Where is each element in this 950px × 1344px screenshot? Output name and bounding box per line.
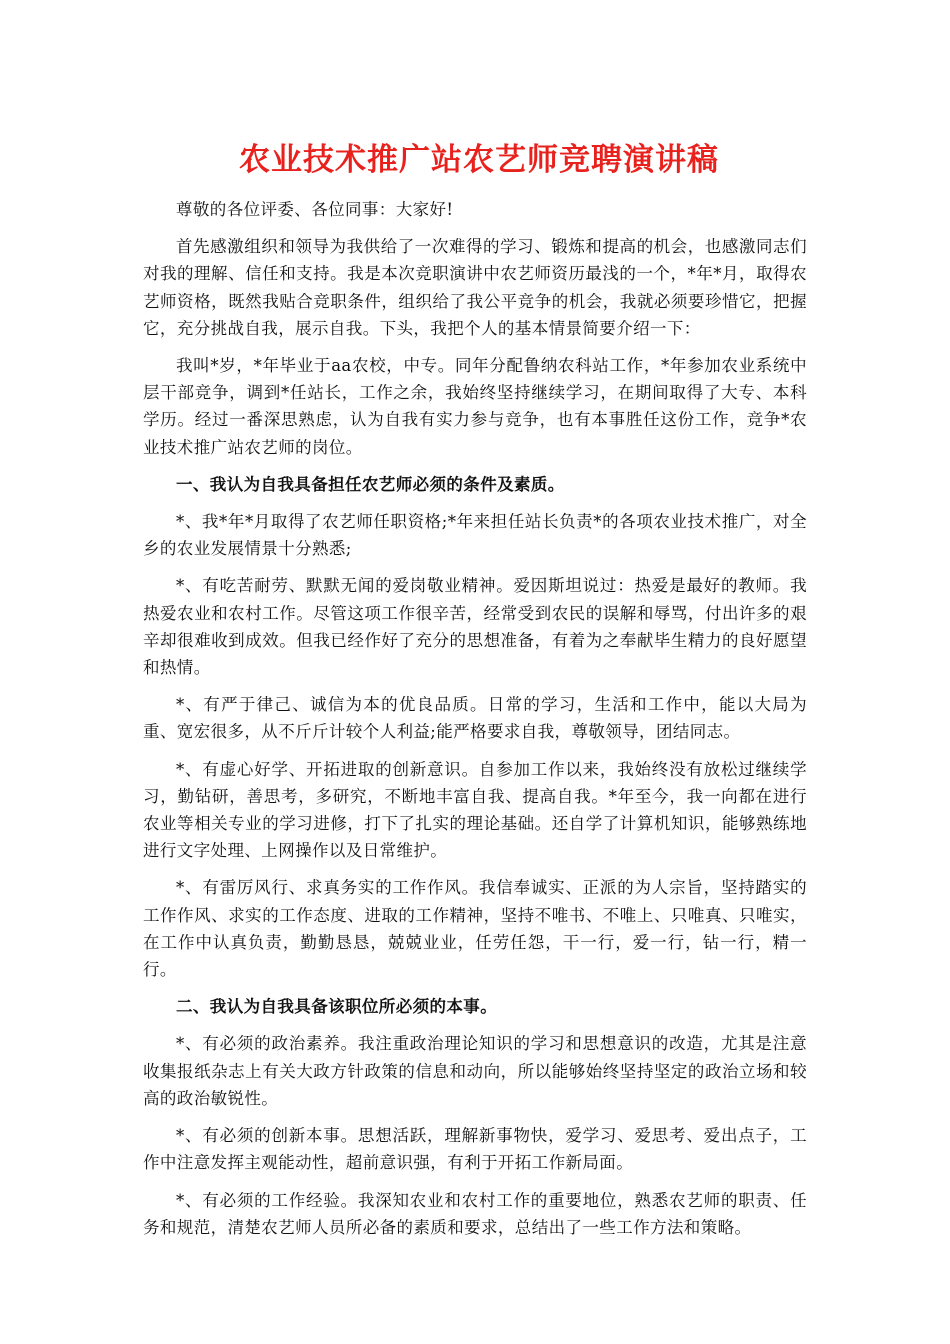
list-item: *、有雷厉风行、求真务实的工作作风。我信奉诚实、正派的为人宗旨，坚持踏实的工作作风、求实的工作态度、进取的工作精神，坚持不唯书、不唯上、只唯真、只唯实，在工作中认真负责，勤勤恳恳，兢兢业业，任劳任怨，干一行，爱一行，钻一行，精一行。 — [143, 878, 807, 980]
document-title: 农业技术推广站农艺师竞聘演讲稿 — [239, 142, 719, 178]
greeting-paragraph: 尊敬的各位评委、各位同事：大家好! — [176, 200, 454, 219]
list-item: *、有必须的创新本事。思想活跃，理解新事物快，爱学习、爱思考、爱出点子，工作中注意发挥主观能动性，超前意识强，有利于开拓工作新局面。 — [143, 1126, 807, 1173]
list-item: *、有必须的工作经验。我深知农业和农村工作的重要地位，熟悉农艺师的职责、任务和规范，清楚农艺师人员所必备的素质和要求，总结出了一些工作方法和策略。 — [143, 1190, 807, 1237]
section-heading-2: 二、我认为自我具备该职位所必须的本事。 — [176, 997, 498, 1017]
list-item: *、有严于律己、诚信为本的优良品质。日常的学习，生活和工作中，能以大局为重、宽宏很多，从不斤斤计较个人利益;能严格要求自我，尊敬领导，团结同志。 — [143, 695, 807, 742]
list-item: *、有必须的政治素养。我注重政治理论知识的学习和思想意识的改造，尤其是注意收集报纸杂志上有关大政方针政策的信息和动向，所以能够始终坚持坚定的政治立场和较高的政治敏锐性。 — [143, 1034, 807, 1108]
list-item: *、我*年*月取得了农艺师任职资格;*年来担任站长负责*的各项农业技术推广，对全乡的农业发展情景十分熟悉; — [143, 512, 807, 559]
self-introduction-paragraph: 我叫*岁，*年毕业于aa农校，中专。同年分配鲁纳农科站工作，*年参加农业系统中层干部竞争，调到*任站长，工作之余，我始终坚持继续学习，在期间取得了大专、本科学历。经过一番深思熟虑，认为自我有实力参与竞争，也有本事胜任这份工作，竞争*农业技术推广站农艺师的岗位。 — [143, 356, 807, 457]
intro-paragraph: 首先感激组织和领导为我供给了一次难得的学习、锻炼和提高的机会，也感激同志们对我的理解、信任和支持。我是本次竞职演讲中农艺师资历最浅的一个，*年*月，取得农艺师资格，既然我贴合竞职条件，组织给了我公平竞争的机会，我就必须要珍惜它，把握它，充分挑战自我，展示自我。下头，我把个人的基本情景简要介绍一下： — [143, 237, 807, 338]
document-page — [143, 128, 807, 1251]
list-item: *、有虚心好学、开拓进取的创新意识。自参加工作以来，我始终没有放松过继续学习，勤钻研，善思考，多研究，不断地丰富自我、提高自我。*年至今，我一向都在进行农业等相关专业的学习进修，打下了扎实的理论基础。还自学了计算机知识，能够熟练地进行文字处理、上网操作以及日常维护。 — [143, 759, 807, 861]
list-item: *、有吃苦耐劳、默默无闻的爱岗敬业精神。爱因斯坦说过：热爱是最好的教师。我热爱农业和农村工作。尽管这项工作很辛苦，经常受到农民的误解和辱骂，付出许多的艰辛却很难收到成效。但我已经作好了充分的思想准备，有着为之奉献毕生精力的良好愿望和热情。 — [143, 576, 807, 678]
section-heading-1: 一、我认为自我具备担任农艺师必须的条件及素质。 — [176, 474, 565, 494]
